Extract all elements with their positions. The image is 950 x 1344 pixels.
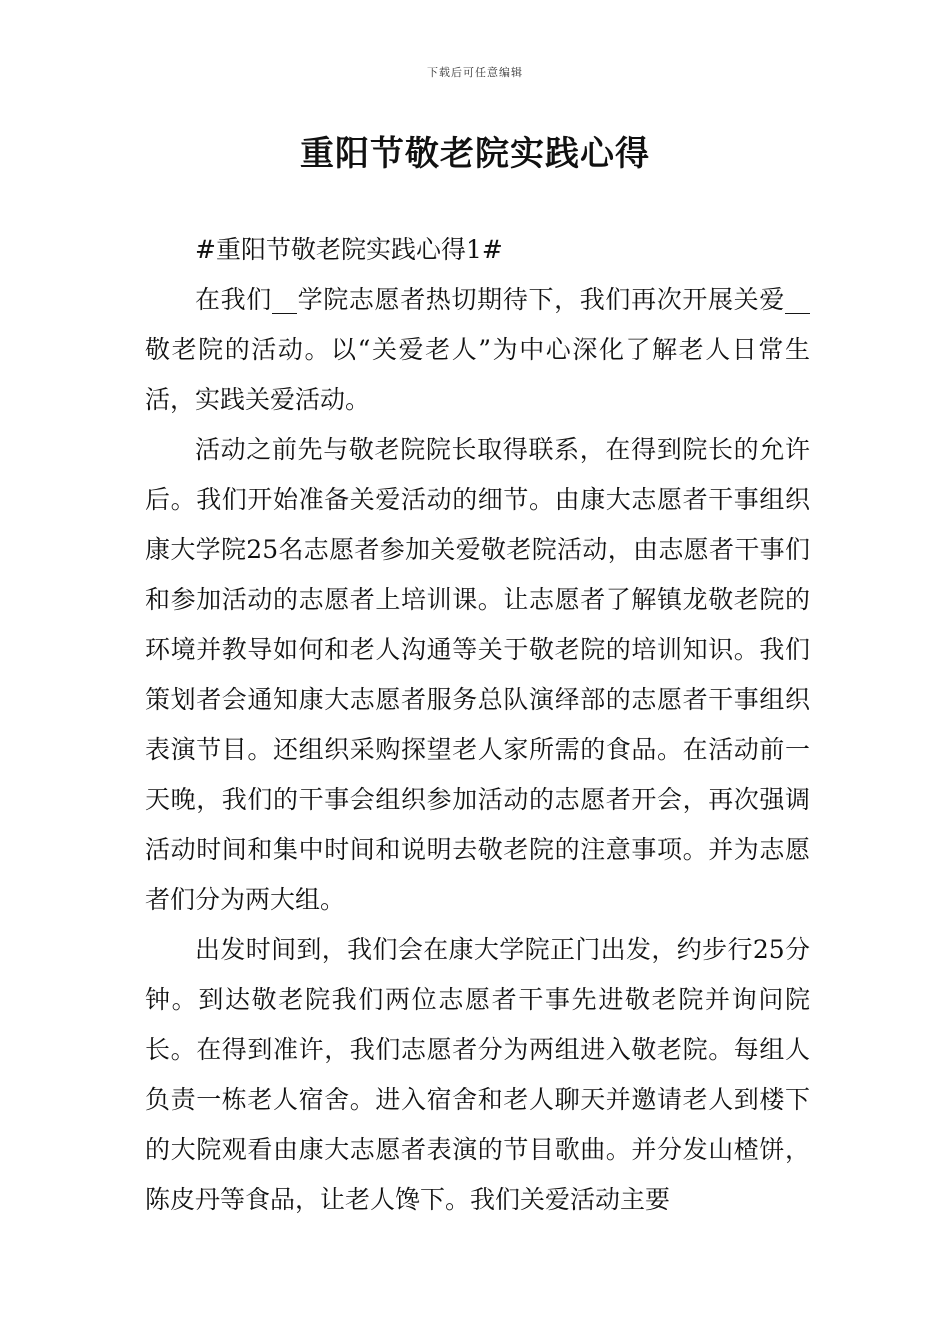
document-title: 重阳节敬老院实践心得	[300, 134, 650, 174]
section-heading: #重阳节敬老院实践心得1#	[195, 235, 503, 264]
paragraph-1: 在我们__学院志愿者热切期待下，我们再次开展关爱__敬老院的活动。以“关爱老人”为中心深化了解老人日常生活，实践关爱活动。	[145, 285, 810, 414]
paragraph-2: 活动之前先与敬老院院长取得联系，在得到院长的允许后。我们开始准备关爱活动的细节。由康大志愿者干事组织康大学院25名志愿者参加关爱敬老院活动，由志愿者干事们和参加活动的志愿者上培训课。让志愿者了解镇龙敬老院的环境并教导如何和老人沟通等关于敬老院的培训知识。我们策划者会通知康大志愿者服务总队演绎部的志愿者干事组织表演节目。还组织采购探望老人家所需的食品。在活动前一天晚，我们的干事会组织参加活动的志愿者开会，再次强调活动时间和集中时间和说明去敬老院的注意事项。并为志愿者们分为两大组。	[145, 435, 810, 914]
header-note: 下载后可任意编辑	[427, 66, 523, 79]
paragraph-3: 出发时间到，我们会在康大学院正门出发，约步行25分钟。到达敬老院我们两位志愿者干事先进敬老院并询问院长。在得到准许，我们志愿者分为两组进入敬老院。每组人负责一栋老人宿舍。进入宿舍和老人聊天并邀请老人到楼下的大院观看由康大志愿者表演的节目歌曲。并分发山楂饼，陈皮丹等食品，让老人馋下。我们关爱活动主要	[145, 935, 810, 1214]
document-body	[145, 225, 810, 1225]
